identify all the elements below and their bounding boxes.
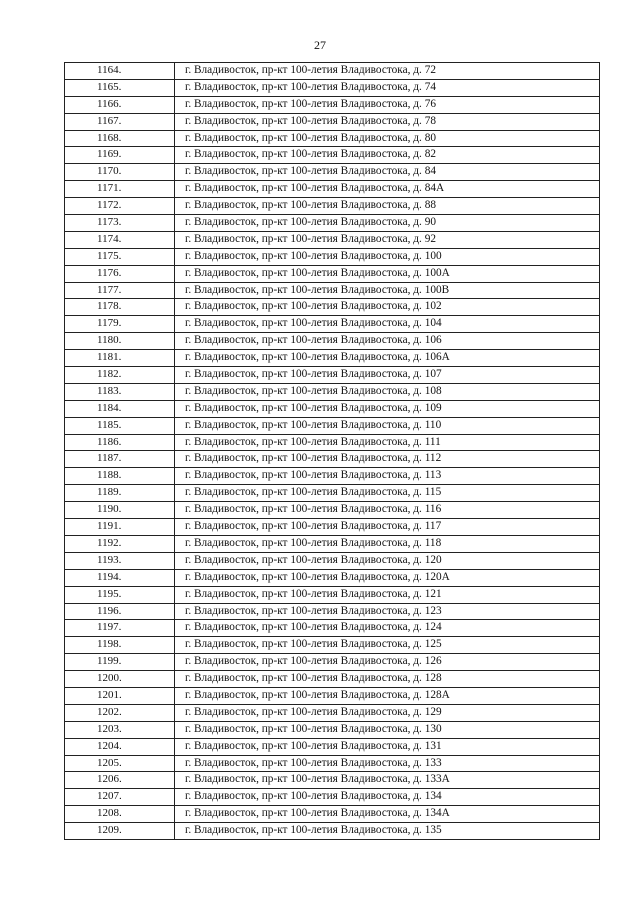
address-cell	[175, 570, 599, 586]
address-cell	[175, 789, 599, 805]
table-row	[65, 80, 599, 97]
address-prefix: г. Владивосток, пр-кт 100-летия Владивостока, д.	[185, 401, 425, 414]
address-prefix: г. Владивосток, пр-кт 100-летия Владивостока, д.	[185, 587, 425, 600]
house-number: 133А	[424, 773, 450, 786]
page-number: 27	[314, 38, 326, 52]
house-number: 90	[424, 216, 436, 229]
address-cell	[175, 772, 599, 788]
table-row	[65, 451, 599, 468]
address-prefix: г. Владивосток, пр-кт 100-летия Владивостока, д.	[185, 520, 425, 533]
row-number: 1181.	[65, 350, 175, 366]
house-number: 109	[424, 401, 442, 414]
row-number: 1165.	[65, 80, 175, 96]
address-prefix: г. Владивосток, пр-кт 100-летия Владивостока, д.	[185, 232, 425, 245]
address-cell	[175, 553, 599, 569]
row-number: 1189.	[65, 485, 175, 501]
address-cell	[175, 671, 599, 687]
row-number: 1185.	[65, 418, 175, 434]
address-cell	[175, 232, 599, 248]
house-number: 118	[424, 536, 442, 549]
row-number: 1206.	[65, 772, 175, 788]
row-number: 1183.	[65, 384, 175, 400]
house-number: 80	[424, 131, 436, 144]
house-number: 84А	[424, 182, 445, 195]
address-cell	[175, 519, 599, 535]
house-number: 107	[424, 368, 442, 381]
address-cell	[175, 739, 599, 755]
house-number: 102	[424, 300, 442, 313]
house-number: 120А	[424, 570, 450, 583]
address-cell	[175, 316, 599, 332]
address-prefix: г. Владивосток, пр-кт 100-летия Владивостока, д.	[185, 469, 425, 482]
address-cell	[175, 637, 599, 653]
house-number: 112	[424, 452, 442, 465]
table-row	[65, 772, 599, 789]
table-row	[65, 604, 599, 621]
address-cell	[175, 333, 599, 349]
address-prefix: г. Владивосток, пр-кт 100-летия Владивостока, д.	[185, 638, 425, 651]
address-prefix: г. Владивосток, пр-кт 100-летия Владивостока, д.	[185, 452, 425, 465]
address-cell	[175, 536, 599, 552]
address-cell	[175, 97, 599, 113]
house-number: 128	[424, 672, 442, 685]
address-cell	[175, 418, 599, 434]
address-prefix: г. Владивосток, пр-кт 100-летия Владивостока, д.	[185, 435, 425, 448]
table-row	[65, 756, 599, 773]
address-prefix: г. Владивосток, пр-кт 100-летия Владивостока, д.	[185, 790, 425, 803]
address-prefix: г. Владивосток, пр-кт 100-летия Владивостока, д.	[185, 283, 425, 296]
table-row	[65, 722, 599, 739]
address-cell	[175, 266, 599, 282]
house-number: 125	[424, 638, 442, 651]
row-number: 1200.	[65, 671, 175, 687]
address-prefix: г. Владивосток, пр-кт 100-летия Владивостока, д.	[185, 503, 425, 516]
address-cell	[175, 435, 599, 451]
table-row	[65, 401, 599, 418]
table-row	[65, 502, 599, 519]
address-prefix: г. Владивосток, пр-кт 100-летия Владивостока, д.	[185, 148, 425, 161]
address-cell	[175, 181, 599, 197]
address-prefix: г. Владивосток, пр-кт 100-летия Владивостока, д.	[185, 655, 425, 668]
house-number: 100В	[424, 283, 450, 296]
address-prefix: г. Владивосток, пр-кт 100-летия Владивостока, д.	[185, 64, 425, 76]
address-prefix: г. Владивосток, пр-кт 100-летия Владивостока, д.	[185, 418, 425, 431]
address-prefix: г. Владивосток, пр-кт 100-летия Владивостока, д.	[185, 672, 425, 685]
row-number: 1188.	[65, 468, 175, 484]
row-number: 1197.	[65, 620, 175, 636]
address-cell	[175, 198, 599, 214]
address-prefix: г. Владивосток, пр-кт 100-летия Владивостока, д.	[185, 536, 425, 549]
table-row	[65, 316, 599, 333]
table-row	[65, 587, 599, 604]
table-row	[65, 63, 599, 80]
house-number: 88	[424, 199, 436, 212]
table-row	[65, 536, 599, 553]
table-row	[65, 654, 599, 671]
row-number: 1174.	[65, 232, 175, 248]
address-cell	[175, 756, 599, 772]
address-prefix: г. Владивосток, пр-кт 100-летия Владивостока, д.	[185, 739, 425, 752]
table-row	[65, 147, 599, 164]
table-row	[65, 789, 599, 806]
house-number: 100	[424, 249, 442, 262]
row-number: 1190.	[65, 502, 175, 518]
row-number: 1187.	[65, 451, 175, 467]
house-number: 134А	[424, 807, 450, 820]
address-cell	[175, 468, 599, 484]
address-prefix: г. Владивосток, пр-кт 100-летия Владивостока, д.	[185, 756, 425, 769]
table-row	[65, 283, 599, 300]
address-prefix: г. Владивосток, пр-кт 100-летия Владивостока, д.	[185, 334, 425, 347]
table-row	[65, 739, 599, 756]
house-number: 121	[424, 587, 442, 600]
table-row	[65, 637, 599, 654]
table-row	[65, 266, 599, 283]
address-cell	[175, 384, 599, 400]
address-cell	[175, 604, 599, 620]
row-number: 1201.	[65, 688, 175, 704]
house-number: 84	[424, 165, 436, 178]
address-cell	[175, 215, 599, 231]
row-number: 1177.	[65, 283, 175, 299]
table-row	[65, 688, 599, 705]
table-row	[65, 97, 599, 114]
table-row	[65, 181, 599, 198]
table-row	[65, 198, 599, 215]
row-number: 1166.	[65, 97, 175, 113]
table-row	[65, 519, 599, 536]
house-number: 74	[424, 80, 436, 93]
address-cell	[175, 283, 599, 299]
house-number: 133	[424, 756, 442, 769]
table-row	[65, 468, 599, 485]
table-row	[65, 350, 599, 367]
house-number: 106	[424, 334, 442, 347]
row-number: 1178.	[65, 299, 175, 315]
address-prefix: г. Владивосток, пр-кт 100-летия Владивостока, д.	[185, 384, 425, 397]
address-cell	[175, 63, 599, 79]
address-prefix: г. Владивосток, пр-кт 100-летия Владивостока, д.	[185, 705, 425, 718]
house-number: 111	[424, 435, 441, 448]
row-number: 1168.	[65, 131, 175, 147]
row-number: 1199.	[65, 654, 175, 670]
table-row	[65, 418, 599, 435]
table-row	[65, 570, 599, 587]
row-number: 1204.	[65, 739, 175, 755]
table-row	[65, 333, 599, 350]
row-number: 1205.	[65, 756, 175, 772]
house-number: 115	[424, 486, 442, 499]
address-cell	[175, 823, 599, 839]
house-number: 117	[424, 520, 442, 533]
address-cell	[175, 249, 599, 265]
address-prefix: г. Владивосток, пр-кт 100-летия Владивостока, д.	[185, 199, 425, 212]
address-table	[64, 62, 600, 840]
address-prefix: г. Владивосток, пр-кт 100-летия Владивостока, д.	[185, 368, 425, 381]
table-row	[65, 485, 599, 502]
address-prefix: г. Владивосток, пр-кт 100-летия Владивостока, д.	[185, 688, 425, 701]
address-prefix: г. Владивосток, пр-кт 100-летия Владивостока, д.	[185, 300, 425, 313]
row-number: 1191.	[65, 519, 175, 535]
row-number: 1164.	[65, 63, 175, 79]
address-prefix: г. Владивосток, пр-кт 100-летия Владивостока, д.	[185, 249, 425, 262]
row-number: 1170.	[65, 164, 175, 180]
table-row	[65, 215, 599, 232]
table-row	[65, 806, 599, 823]
house-number: 72	[424, 64, 436, 76]
address-prefix: г. Владивосток, пр-кт 100-летия Владивостока, д.	[185, 351, 425, 364]
address-cell	[175, 502, 599, 518]
address-cell	[175, 367, 599, 383]
row-number: 1179.	[65, 316, 175, 332]
table-row	[65, 232, 599, 249]
address-prefix: г. Владивосток, пр-кт 100-летия Владивостока, д.	[185, 773, 425, 786]
address-cell	[175, 131, 599, 147]
address-prefix: г. Владивосток, пр-кт 100-летия Владивостока, д.	[185, 486, 425, 499]
address-cell	[175, 705, 599, 721]
address-cell	[175, 80, 599, 96]
row-number: 1192.	[65, 536, 175, 552]
house-number: 92	[424, 232, 436, 245]
address-prefix: г. Владивосток, пр-кт 100-летия Владивостока, д.	[185, 80, 425, 93]
row-number: 1193.	[65, 553, 175, 569]
address-cell	[175, 587, 599, 603]
address-prefix: г. Владивосток, пр-кт 100-летия Владивостока, д.	[185, 824, 425, 837]
house-number: 126	[424, 655, 442, 668]
row-number: 1171.	[65, 181, 175, 197]
address-prefix: г. Владивосток, пр-кт 100-летия Владивостока, д.	[185, 216, 425, 229]
house-number: 134	[424, 790, 442, 803]
table-row	[65, 367, 599, 384]
table-row	[65, 249, 599, 266]
house-number: 113	[424, 469, 442, 482]
house-number: 130	[424, 722, 442, 735]
house-number: 106А	[424, 351, 450, 364]
house-number: 124	[424, 621, 442, 634]
row-number: 1207.	[65, 789, 175, 805]
row-number: 1202.	[65, 705, 175, 721]
address-cell	[175, 620, 599, 636]
table-row	[65, 299, 599, 316]
house-number: 116	[424, 503, 442, 516]
house-number: 120	[424, 553, 442, 566]
address-prefix: г. Владивосток, пр-кт 100-летия Владивостока, д.	[185, 182, 425, 195]
row-number: 1184.	[65, 401, 175, 417]
row-number: 1182.	[65, 367, 175, 383]
address-cell	[175, 350, 599, 366]
row-number: 1203.	[65, 722, 175, 738]
house-number: 135	[424, 824, 442, 837]
row-number: 1209.	[65, 823, 175, 839]
address-prefix: г. Владивосток, пр-кт 100-летия Владивостока, д.	[185, 604, 425, 617]
address-cell	[175, 147, 599, 163]
table-row	[65, 823, 599, 840]
address-prefix: г. Владивосток, пр-кт 100-летия Владивостока, д.	[185, 807, 425, 820]
address-prefix: г. Владивосток, пр-кт 100-летия Владивостока, д.	[185, 114, 425, 127]
address-cell	[175, 451, 599, 467]
address-cell	[175, 806, 599, 822]
row-number: 1172.	[65, 198, 175, 214]
address-cell	[175, 299, 599, 315]
row-number: 1194.	[65, 570, 175, 586]
house-number: 104	[424, 317, 442, 330]
table-row	[65, 620, 599, 637]
row-number: 1173.	[65, 215, 175, 231]
row-number: 1167.	[65, 114, 175, 130]
row-number: 1169.	[65, 147, 175, 163]
address-cell	[175, 114, 599, 130]
house-number: 128А	[424, 688, 450, 701]
table-row	[65, 114, 599, 131]
address-cell	[175, 654, 599, 670]
house-number: 76	[424, 97, 436, 110]
address-prefix: г. Владивосток, пр-кт 100-летия Владивостока, д.	[185, 317, 425, 330]
address-prefix: г. Владивосток, пр-кт 100-летия Владивостока, д.	[185, 570, 425, 583]
house-number: 123	[424, 604, 442, 617]
address-prefix: г. Владивосток, пр-кт 100-летия Владивостока, д.	[185, 266, 425, 279]
row-number: 1196.	[65, 604, 175, 620]
address-cell	[175, 688, 599, 704]
address-prefix: г. Владивосток, пр-кт 100-летия Владивостока, д.	[185, 165, 425, 178]
house-number: 100А	[424, 266, 450, 279]
house-number: 131	[424, 739, 442, 752]
table-row	[65, 705, 599, 722]
row-number: 1186.	[65, 435, 175, 451]
address-prefix: г. Владивосток, пр-кт 100-летия Владивостока, д.	[185, 97, 425, 110]
house-number: 129	[424, 705, 442, 718]
table-row	[65, 553, 599, 570]
address-prefix: г. Владивосток, пр-кт 100-летия Владивостока, д.	[185, 131, 425, 144]
row-number: 1208.	[65, 806, 175, 822]
table-row	[65, 164, 599, 181]
address-cell	[175, 485, 599, 501]
address-cell	[175, 164, 599, 180]
row-number: 1180.	[65, 333, 175, 349]
address-cell	[175, 401, 599, 417]
table-row	[65, 384, 599, 401]
house-number: 110	[424, 418, 442, 431]
house-number: 78	[424, 114, 436, 127]
row-number: 1176.	[65, 266, 175, 282]
table-row	[65, 671, 599, 688]
row-number: 1195.	[65, 587, 175, 603]
row-number: 1198.	[65, 637, 175, 653]
table-row	[65, 435, 599, 452]
house-number: 82	[424, 148, 436, 161]
address-prefix: г. Владивосток, пр-кт 100-летия Владивостока, д.	[185, 722, 425, 735]
table-row	[65, 131, 599, 148]
address-prefix: г. Владивосток, пр-кт 100-летия Владивостока, д.	[185, 553, 425, 566]
address-prefix: г. Владивосток, пр-кт 100-летия Владивостока, д.	[185, 621, 425, 634]
house-number: 108	[424, 384, 442, 397]
row-number: 1175.	[65, 249, 175, 265]
address-cell	[175, 722, 599, 738]
